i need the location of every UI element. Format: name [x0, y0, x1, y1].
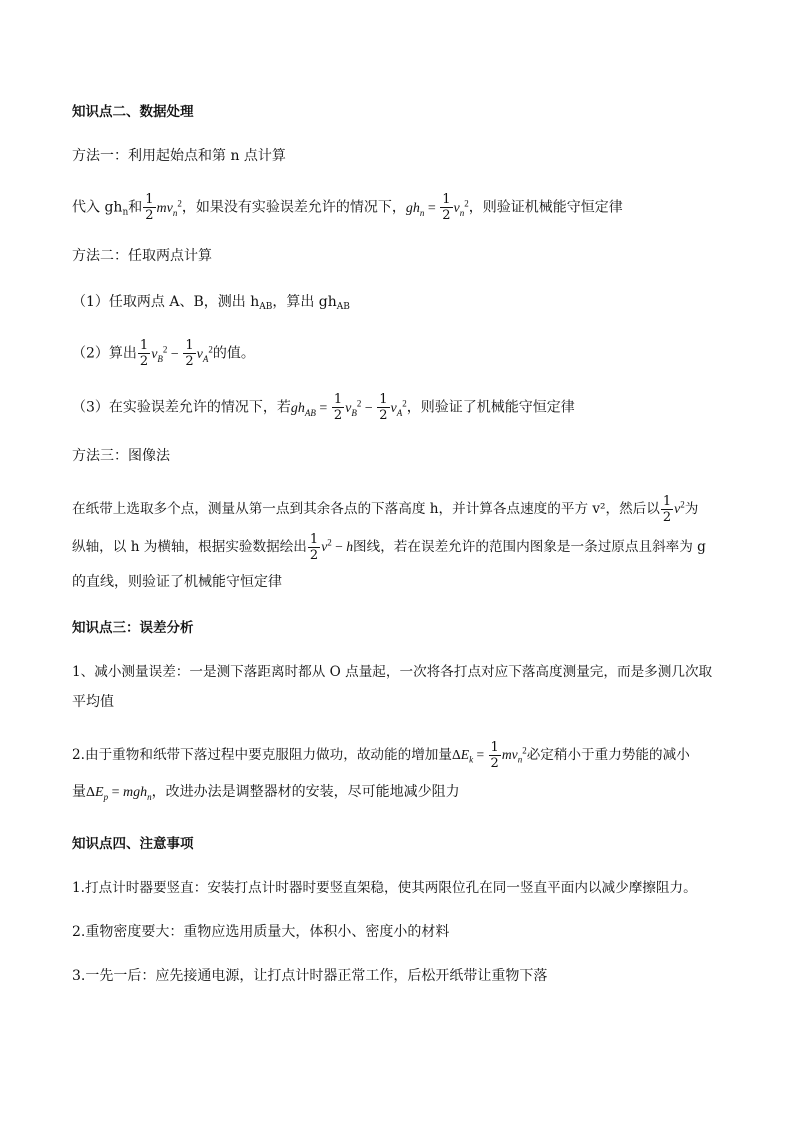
- fraction-half: $\frac{1}{2}$: [309, 532, 319, 563]
- fraction-half: $\frac{1}{2}$: [379, 392, 388, 423]
- method3-line1: 在纸带上选取多个点，测量从第一点到其余各点的下落高度 h，并计算各点速度的平方 v²，然后以 $\frac{1}{2}$ $v^2$为: [72, 494, 699, 525]
- section3-item2-line2: 量$\Delta E_p = mgh_n$，改进办法是调整器材的安装，尽可能地减少阻力: [72, 784, 460, 802]
- section2-heading: 知识点二、数据处理: [72, 104, 194, 120]
- fraction-half: $\frac{1}{2}$: [145, 192, 154, 223]
- method2-title: 方法二：任取两点计算: [72, 248, 212, 264]
- method2-step2: （2）算出 $\frac{1}{2}$ $v_B^2$ − $\frac{1}{2}$ $v_A^2$的值。: [72, 338, 255, 369]
- fraction-half: $\frac{1}{2}$: [333, 392, 343, 423]
- method2-step3: （3）在实验误差允许的情况下，若$gh_{AB}$ = $\frac{1}{2}$ $v_B^2$ − $\frac{1}{2}$ $v_A^2$，则验证了机械能守恒定律: [72, 392, 575, 423]
- method1-formula-line: 代入 $gh_n$和 $\frac{1}{2}$ $mv_n^2$，如果没有实验误差允许的情况下，$gh_n$ = $\frac{1}{2}$ $v_n^2$，则验证机械能守恒定律: [72, 192, 623, 223]
- fraction-half: $\frac{1}{2}$: [662, 494, 672, 525]
- fraction-half: $\frac{1}{2}$: [442, 192, 451, 223]
- method2-step1: （1）任取两点 A、B，测出 $h_{AB}$，算出 $gh_{AB}$: [72, 294, 350, 312]
- method3-line3: 的直线，则验证了机械能守恒定律: [72, 574, 282, 590]
- section4-item1: 1.打点计时器要竖直：安装打点计时器时要竖直架稳，使其两限位孔在同一竖直平面内以减少摩擦阻力。: [72, 880, 697, 896]
- section3-item1-line2: 平均值: [72, 694, 114, 710]
- fraction-half: $\frac{1}{2}$: [139, 338, 149, 369]
- fraction-half: $\frac{1}{2}$: [490, 740, 499, 771]
- section4-heading: 知识点四、注意事项: [72, 836, 194, 852]
- method1-title: 方法一：利用起始点和第 n 点计算: [72, 148, 286, 164]
- section3-item2-line1: 2.由于重物和纸带下落过程中要克服阻力做功，故动能的增加量$\Delta E_k$ = $\frac{1}{2}$ $mv_n^2$必定稍小于重力势能的减小: [72, 740, 690, 771]
- method3-line2: 纵轴，以 h 为横轴，根据实验数据绘出 $\frac{1}{2}$ $v^2 - h$图线，若在误差允许的范围内图象是一条过原点且斜率为 g: [72, 532, 706, 563]
- method3-title: 方法三：图像法: [72, 448, 170, 464]
- section4-item3: 3.一先一后：应先接通电源，让打点计时器正常工作，后松开纸带让重物下落: [72, 968, 548, 984]
- section4-item2: 2.重物密度要大：重物应选用质量大，体积小、密度小的材料: [72, 924, 450, 940]
- section3-heading: 知识点三：误差分析: [72, 620, 194, 636]
- fraction-half: $\frac{1}{2}$: [185, 338, 194, 369]
- section3-item1-line1: 1、减小测量误差：一是测下落距离时都从 O 点量起，一次将各打点对应下落高度测量完，而是多测几次取: [72, 664, 713, 680]
